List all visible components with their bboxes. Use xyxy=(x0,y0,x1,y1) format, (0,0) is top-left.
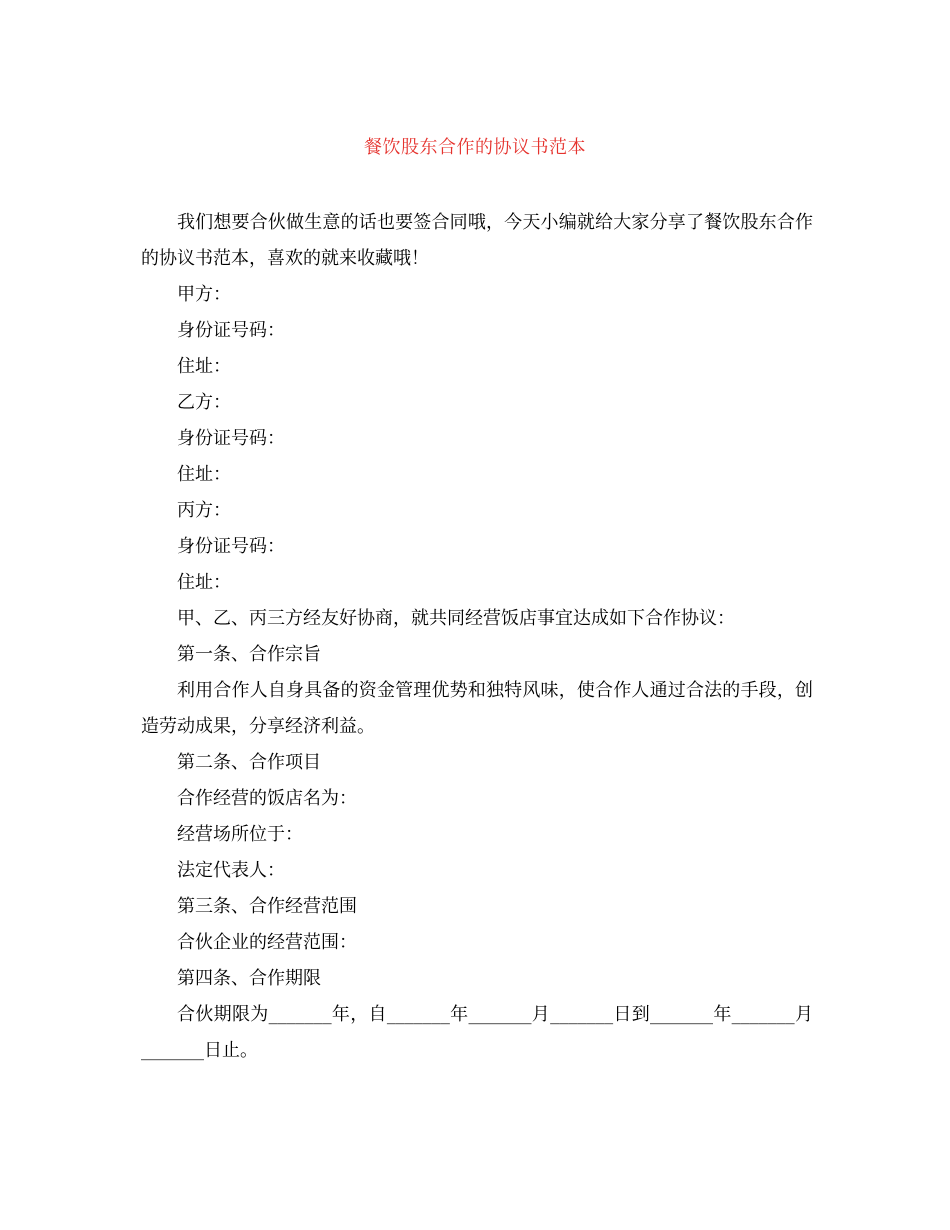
business-location-field: 经营场所位于： xyxy=(177,824,303,845)
party-c-label: 丙方： xyxy=(177,500,231,521)
party-b-id-number: 身份证号码： xyxy=(177,428,285,449)
intro-paragraph: 我们想要合伙做生意的话也要签合同哦，今天小编就给大家分享了餐饮股东合作的协议书范本，喜欢的就来收藏哦！ xyxy=(141,212,813,269)
party-b-address: 住址： xyxy=(177,464,231,485)
document-title: 餐饮股东合作的协议书范本 xyxy=(364,137,586,158)
legal-representative-field: 法定代表人： xyxy=(177,860,285,881)
restaurant-name-field: 合作经营的饭店名为： xyxy=(177,788,357,809)
party-c-address: 住址： xyxy=(177,572,231,593)
party-a-label: 甲方： xyxy=(177,284,231,305)
article-1-heading: 第一条、合作宗旨 xyxy=(177,644,321,665)
business-scope-field: 合伙企业的经营范围： xyxy=(177,932,357,953)
party-a-address: 住址： xyxy=(177,356,231,377)
agreement-preamble: 甲、乙、丙三方经友好协商，就共同经营饭店事宜达成如下合作协议： xyxy=(177,608,735,629)
article-1-text: 利用合作人自身具备的资金管理优势和独特风味，使合作人通过合法的手段，创造劳动成果，分享经济利益。 xyxy=(141,680,813,737)
article-4-heading: 第四条、合作期限 xyxy=(177,968,321,989)
article-3-heading: 第三条、合作经营范围 xyxy=(177,896,357,917)
partnership-term-text: 合伙期限为_______年，自_______年_______月_______日到_______年_______月_______日止。 xyxy=(141,1004,813,1061)
party-b-label: 乙方： xyxy=(177,392,231,413)
article-2-heading: 第二条、合作项目 xyxy=(177,752,321,773)
party-c-id-number: 身份证号码： xyxy=(177,536,285,557)
party-a-id-number: 身份证号码： xyxy=(177,320,285,341)
document-body xyxy=(141,205,813,1069)
